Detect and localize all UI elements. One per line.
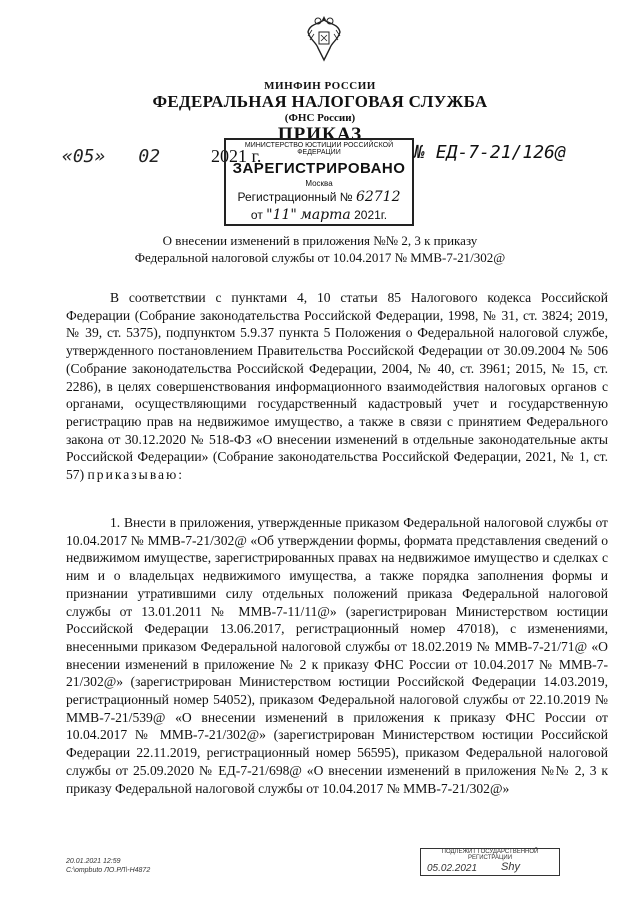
- stamp-ministry: МИНИСТЕРСТВО ЮСТИЦИИ РОССИЙСКОЙ ФЕДЕРАЦИИ: [244, 142, 394, 156]
- stamp-date-day: "11": [266, 207, 297, 223]
- order-subject: [0, 232, 640, 266]
- stamp-city: Москва: [305, 179, 333, 188]
- footer-stamp-signature: Shy: [501, 861, 520, 873]
- stamp-number-line: [226, 189, 412, 205]
- footer-file-info: [66, 857, 150, 875]
- document-type: ПРИКАЗ: [277, 124, 363, 145]
- order-month: 02: [138, 146, 161, 167]
- stamp-date-year: 2021г.: [354, 208, 388, 222]
- stamp-date-line: [226, 207, 412, 223]
- registration-stamp: [224, 138, 414, 226]
- service-name: ФЕДЕРАЛЬНАЯ НАЛОГОВАЯ СЛУЖБА: [152, 92, 488, 111]
- order-number: [414, 142, 566, 163]
- state-registration-stamp: [420, 848, 560, 876]
- ministry-name: МИНФИН РОССИИ: [264, 80, 376, 92]
- stamp-title: ЗАРЕГИСТРИРОВАНО: [232, 160, 406, 177]
- stamp-number-value: 62712: [355, 189, 401, 205]
- coat-of-arms-icon: [304, 14, 344, 64]
- footer-stamp-date: 05.02.2021: [427, 863, 478, 874]
- stamp-date-prefix: от: [250, 208, 263, 222]
- subject-line-1: О внесении изменений в приложения №№ 2, 3 к приказу: [162, 233, 478, 248]
- stamp-number-label: Регистрационный №: [237, 190, 353, 204]
- service-short-name: (ФНС России): [284, 112, 356, 124]
- footer-timestamp: 20.01.2021 12:59: [66, 858, 121, 865]
- subject-line-2: Федеральной налоговой службы от 10.04.2017 № ММВ-7-21/302@: [134, 250, 506, 265]
- footer-file-path: C:\ompbuto ЛО.РЛ\-Н4872: [66, 867, 151, 874]
- order-day: «05»: [62, 146, 106, 167]
- body-paragraph-1: [66, 289, 608, 484]
- order-year: 2021 г.: [211, 146, 262, 166]
- paragraph-2-text: 1. Внести в приложения, утвержденные приказом Федеральной налоговой службы от 10.04.2017 № ММВ-7-21/302@ «Об утверждении формы, формата представления сведений о недвижимом имуществе, зарегистрированных правах на недвижимое имущество и сделках с ним и о владельцах недвижимого имущества, а также порядка заполнения формы и признании утратившими силу отдельных положений приказа Федеральной налоговой службы от 13.01.2011 № ММВ-7-11/11@» (зарегистрирован Министерством юстиции Российской Федерации 13.06.2017, регистрационный номер 47018), с изменениями, внесенными приказом Федеральной налоговой службы от 18.02.2019 № ММВ-7-21/71@ «О внесении изменений в приложение № 2 к приказу ФНС России от 10.04.2017 № ММВ-7-21/302@» (зарегистрирован Министерством юстиции Российской Федерации 14.03.2019, регистрационный номер 54052), приказом Федеральной налоговой службы от 22.10.2019 № ММВ-7-21/539@ «О внесении изменений в приложения к приказу ФНС России от 10.04.2017 № ММВ-7-21/302@» (зарегистрирован Министерством юстиции Российской Федерации 22.11.2019, регистрационный номер 56595), приказом Федеральной налоговой службы от 25.09.2020 № ЕД-7-21/698@ «О внесении изменений в приложения №№ 2, 3 к приказу Федеральной налоговой службы от 10.04.2017 № ММВ-7-21/302@»: [66, 515, 608, 796]
- order-number-value: ЕД-7-21/126@: [435, 142, 566, 163]
- paragraph-1-text: В соответствии с пунктами 4, 10 статьи 85 Налогового кодекса Российской Федерации (Собрание законодательства Российской Федерации, 1998, № 31, ст. 3824; 2019, № 39, ст. 5375), подпунктом 5.9.37 пункта 5 Положения о Федеральной налоговой службе, утвержденного постановлением Правительства Российской Федерации от 30.09.2004 № 506 (Собрание законодательства Российской Федерации, 2004, № 40, ст. 3961; 2015, № 15, ст. 2286), в целях совершенствования информационного взаимодействия налоговых органов с органами, осуществляющими государственный кадастровый учет и государственную регистрацию прав на недвижимое имущество, а также в связи с принятием Федерального закона от 30.12.2020 № 518-ФЗ «О внесении изменений в отдельные законодательные акты Российской Федерации» (Собрание законодательства Российской Федерации, 2021, № 1, ст. 57): [66, 290, 608, 483]
- footer-stamp-title: ПОДЛЕЖИТ ГОСУДАРСТВЕННОЙ РЕГИСТРАЦИИ: [441, 849, 539, 861]
- stamp-date-month: марта: [300, 207, 351, 223]
- order-number-sign: №: [414, 142, 425, 163]
- order-word: приказываю:: [87, 467, 185, 483]
- body-paragraph-2: [66, 514, 608, 797]
